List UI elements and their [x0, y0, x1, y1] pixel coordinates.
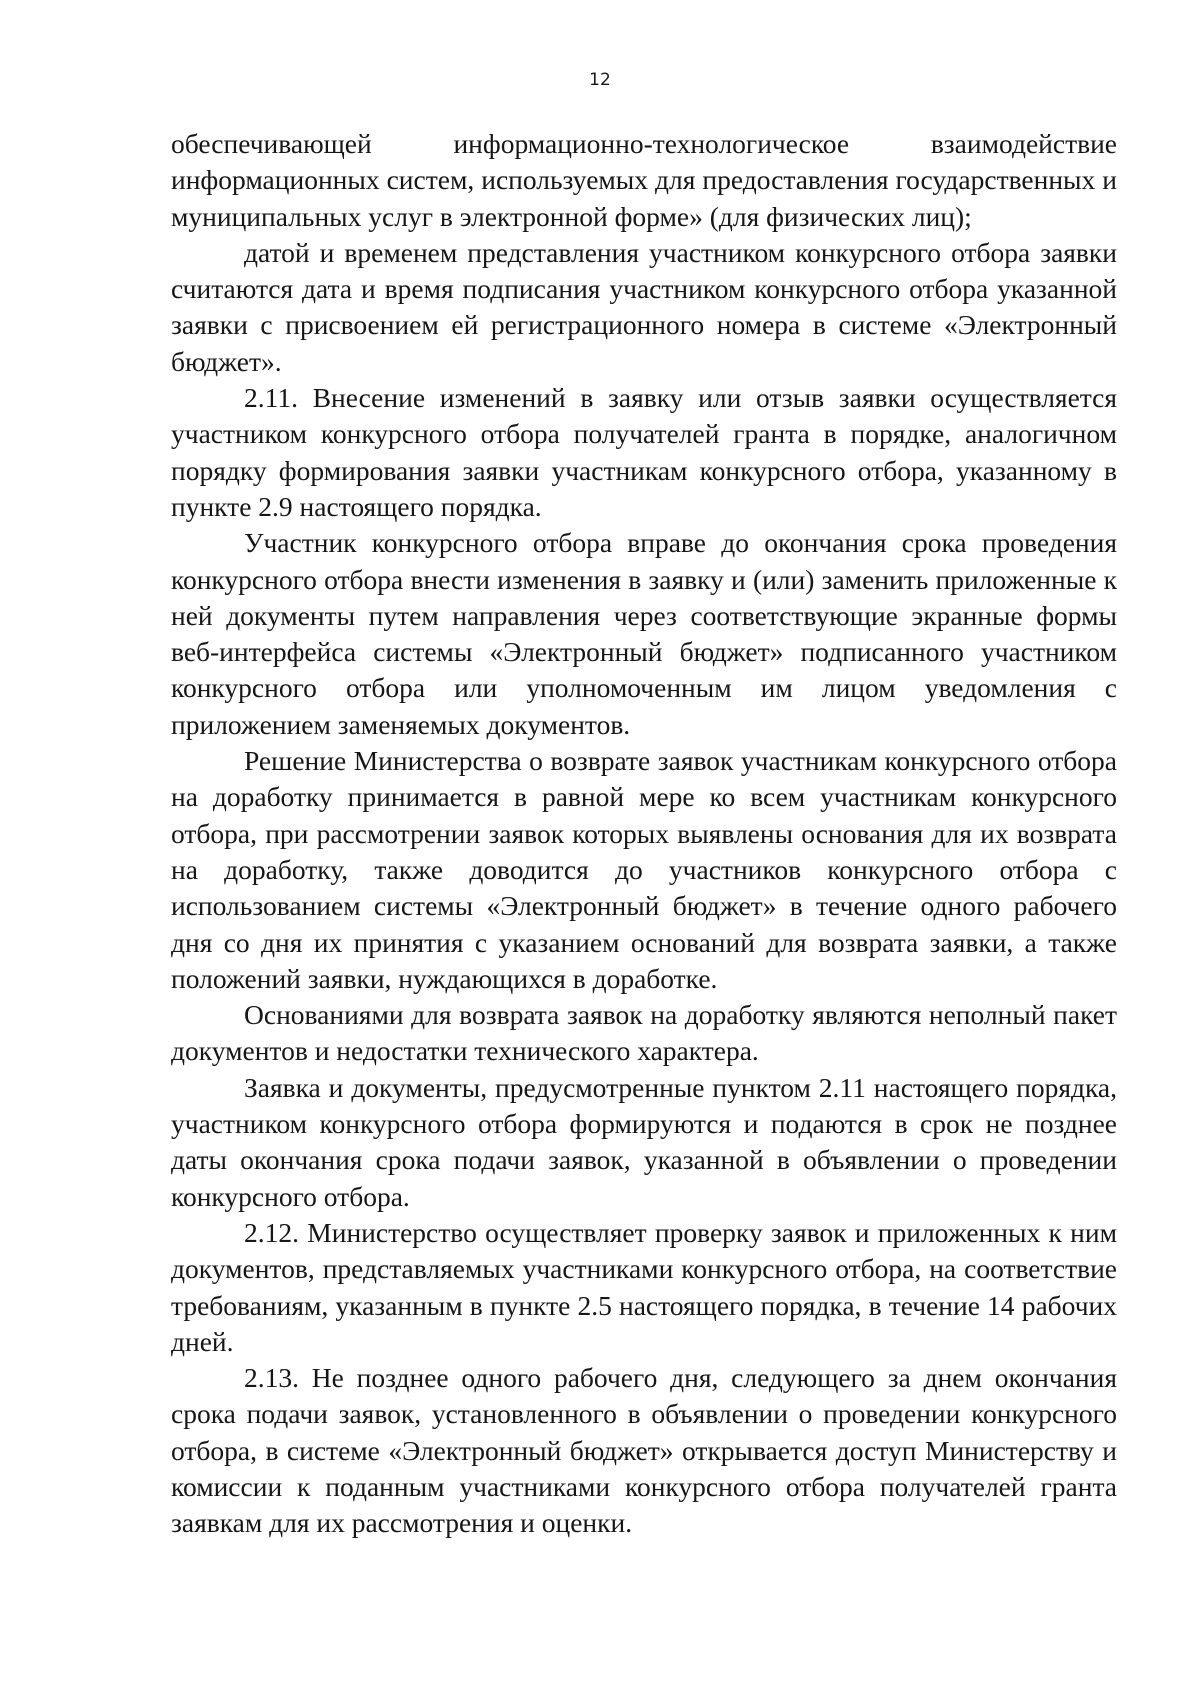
paragraph-8: 2.12. Министерство осуществляет проверку заявок и приложенных к ним документов, представляемых участниками конкурсного отбора, на соответствие требованиям, указанным в пункте 2.5 настоящего порядка, в течение 14 рабочих дней.: [171, 1216, 1117, 1357]
paragraph-3: 2.11. Внесение изменений в заявку или отзыв заявки осуществляется участником конкурсного отбора получателей гранта в порядке, аналогичном порядку формирования заявки участникам конкурсного отбора, указанному в пункте 2.9 настоящего порядка.: [171, 382, 1117, 522]
paragraph-1: обеспечивающей информационно-технологическое взаимодействие информационных систем, используемых для предоставления государственных и муниципальных услуг в электронной форме» (для физических лиц);: [171, 128, 1117, 232]
paragraph-6: Основаниями для возврата заявок на доработку являются неполный пакет документов и недостатки технического характера.: [171, 999, 1117, 1067]
paragraph-2: датой и временем представления участником конкурсного отбора заявки считаются дата и время подписания участником конкурсного отбора указанной заявки с присвоением ей регистрационного номера в системе «Электронный бюджет».: [171, 236, 1117, 377]
paragraph-9: 2.13. Не позднее одного рабочего дня, следующего за днем окончания срока подачи заявок, установленного в объявлении о проведении конкурсного отбора, в системе «Электронный бюджет» открывается доступ Министерству и комиссии к поданным участниками конкурсного отбора получателей гранта заявкам для их рассмотрения и оценки.: [171, 1362, 1117, 1539]
paragraph-5: Решение Министерства о возврате заявок участникам конкурсного отбора на доработку принимается в равной мере ко всем участникам конкурсного отбора, при рассмотрении заявок которых выявлены основания для их возврата на доработку, также доводится до участников конкурсного отбора с использованием системы «Электронный бюджет» в течение одного рабочего дня со дня их принятия с указанием оснований для возврата заявки, а также положений заявки, нуждающихся в доработке.: [171, 745, 1117, 994]
page-number: 12: [589, 70, 611, 90]
document-body: [171, 126, 1117, 1542]
paragraph-7: Заявка и документы, предусмотренные пунктом 2.11 настоящего порядка, участником конкурсного отбора формируются и подаются в срок не позднее даты окончания срока подачи заявок, указанной в объявлении о проведении конкурсного отбора.: [171, 1071, 1117, 1212]
paragraph-4: Участник конкурсного отбора вправе до окончания срока проведения конкурсного отбора внести изменения в заявку и (или) заменить приложенные к ней документы путем направления через соответствующие экранные формы веб-интерфейса системы «Электронный бюджет» подписанного участником конкурсного отбора или уполномоченным им лицом уведомления с приложением заменяемых документов.: [171, 527, 1117, 740]
